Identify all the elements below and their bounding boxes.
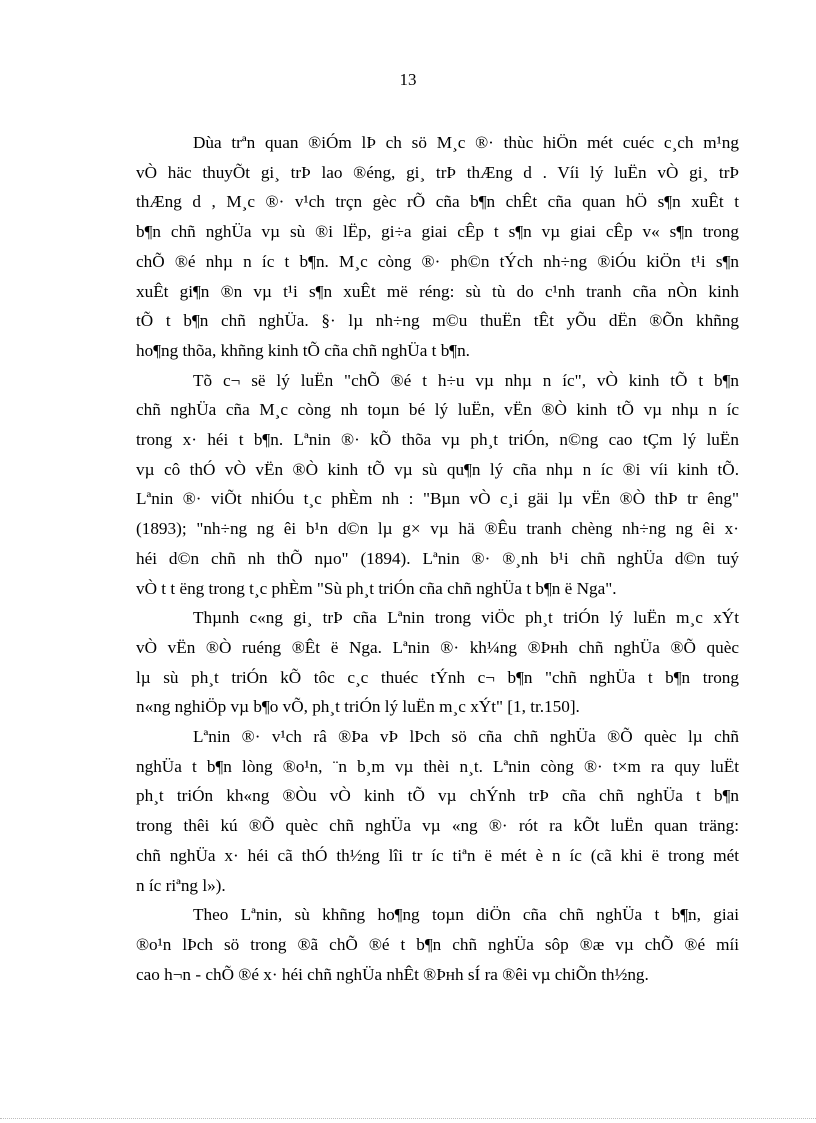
- text-line: ph¸t triÓn kh«ng ®Òu vÒ kinh tÕ vµ chÝnh trÞ cña chñ nghÜa t b¶n: [136, 786, 739, 806]
- text-line: ho¶ng thõa, khñng kinh tÕ cña chñ nghÜa t b¶n.: [136, 340, 470, 360]
- bottom-rule: [0, 1118, 816, 1119]
- text-line: tÕ t b¶n chñ nghÜa. §· lµ nh÷ng m©u thuËn tÊt yÕu dËn ®Õn khñng: [136, 311, 739, 331]
- text-line: vÒ häc thuyÕt gi¸ trÞ lao ®éng, gi¸ trÞ thÆng d . Víi lý luËn vÒ gi¸ trÞ: [136, 162, 739, 182]
- text-line: Lªnin ®· viÕt nhiÓu t¸c phÈm nh : "Bµn vÒ c¸i gäi lµ vËn ®Ò thÞ tr êng": [136, 489, 739, 509]
- text-line: héi d©n chñ nh thÕ nµo" (1894). Lªnin ®· ®¸nh b¹i chñ nghÜa d©n tuý: [136, 548, 739, 568]
- paragraph: [136, 900, 739, 989]
- body-text: [136, 128, 739, 989]
- text-line: Dùa trªn quan ®iÓm lÞ ch sö M¸c ®· thùc hiÖn mét cuéc c¸ch m¹ng: [193, 133, 739, 152]
- paragraph: [136, 603, 739, 722]
- text-line: ®o¹n lÞch sö trong ®ã chÕ ®é t b¶n chñ nghÜa sôp ®æ vµ chÕ ®é míi: [136, 934, 739, 954]
- text-line: vÒ vËn ®Ò ruéng ®Êt ë Nga. Lªnin ®· kh¼ng ®Þнh chñ nghÜa ®Õ quèc: [136, 637, 739, 657]
- text-line: Tõ c¬ së lý luËn "chÕ ®é t h÷u vµ nhµ n íc", vÒ kinh tÕ t b¶n: [193, 370, 739, 390]
- text-line: xuÊt gi¶n ®n vµ t¹i s¶n xuÊt më réng: sù tù do c¹nh tranh cña nÒn kinh: [136, 281, 739, 301]
- text-line: trong thêi kú ®Õ quèc chñ nghÜa vµ «ng ®· rót ra kÕt luËn quan träng:: [136, 816, 739, 836]
- text-line: (1893); "nh÷ng ng êi b¹n d©n lµ g× vµ hä ®Êu tranh chèng nh÷ng ng êi x·: [136, 519, 739, 539]
- text-line: vÒ t t ëng trong t¸c phÈm "Sù ph¸t triÓn cña chñ nghÜa t b¶n ë Nga".: [136, 578, 617, 598]
- text-line: nghÜa t b¶n lòng ®o¹n, ¨n b¸m vµ thèi n¸t. Lªnin còng ®· t×m ra quy luËt: [136, 756, 739, 776]
- text-line: chñ nghÜa cña M¸c còng nh toµn bé lý luËn, vËn ®Ò kinh tÕ vµ nhµ n íc: [136, 400, 739, 420]
- text-line: chÕ ®é nhµ n íc t b¶n. M¸c còng ®· ph©n tÝch nh÷ng ®iÓu kiÖn t¹i s¶n: [136, 251, 739, 271]
- paragraph: [136, 366, 739, 604]
- text-line: trong x· héi t b¶n. Lªnin ®· kÕ thõa vµ ph¸t triÓn, n©ng cao tÇm lý luËn: [136, 430, 739, 450]
- text-line: chñ nghÜa x· héi cã thÓ th½ng lîi tr íc tiªn ë mét è n íc (cã khi ë trong mét: [136, 845, 739, 865]
- text-line: thÆng d , M¸c ®· v¹ch trçn gèc rÕ cña b¶n chÊt cña quan hÖ s¶n xuÊt t: [136, 192, 739, 212]
- paragraph: [136, 722, 739, 900]
- page-number: 13: [399, 70, 417, 89]
- text-line: n íc riªng l»).: [136, 875, 226, 895]
- text-line: Thµnh c«ng gi¸ trÞ cña Lªnin trong viÖc ph¸t triÓn lý luËn m¸c xÝt: [193, 608, 739, 628]
- text-line: b¶n chñ nghÜa vµ sù ®i lËp, gi÷a giai cÊp t s¶n vµ giai cÊp v« s¶n trong: [136, 222, 739, 242]
- text-line: vµ cô thÓ vÒ vËn ®Ò kinh tÕ vµ sù qu¶n lý cña nhµ n íc ®i víi kinh tÕ.: [136, 459, 739, 479]
- text-line: Lªnin ®· v¹ch râ ®Þa vÞ lÞch sö cña chñ nghÜa ®Õ quèc lµ chñ: [193, 727, 739, 747]
- text-line: Theo Lªnin, sù khñng ho¶ng toµn diÖn cña chñ nghÜa t b¶n, giai: [193, 905, 739, 925]
- paragraph: [136, 128, 739, 366]
- text-line: n«ng nghiÖp vµ b¶o vÕ, ph¸t triÓn lý luËn m¸c xÝt" [1, tr.150].: [136, 697, 580, 717]
- text-line: cao h¬n - chÕ ®é x· héi chñ nghÜa nhÊt ®Þнh sÍ ra ®êi vµ chiÕn th½ng.: [136, 964, 649, 984]
- text-line: lµ sù ph¸t triÓn kÕ tôc c¸c thuéc tÝnh c¬ b¶n "chñ nghÜa t b¶n trong: [136, 667, 739, 687]
